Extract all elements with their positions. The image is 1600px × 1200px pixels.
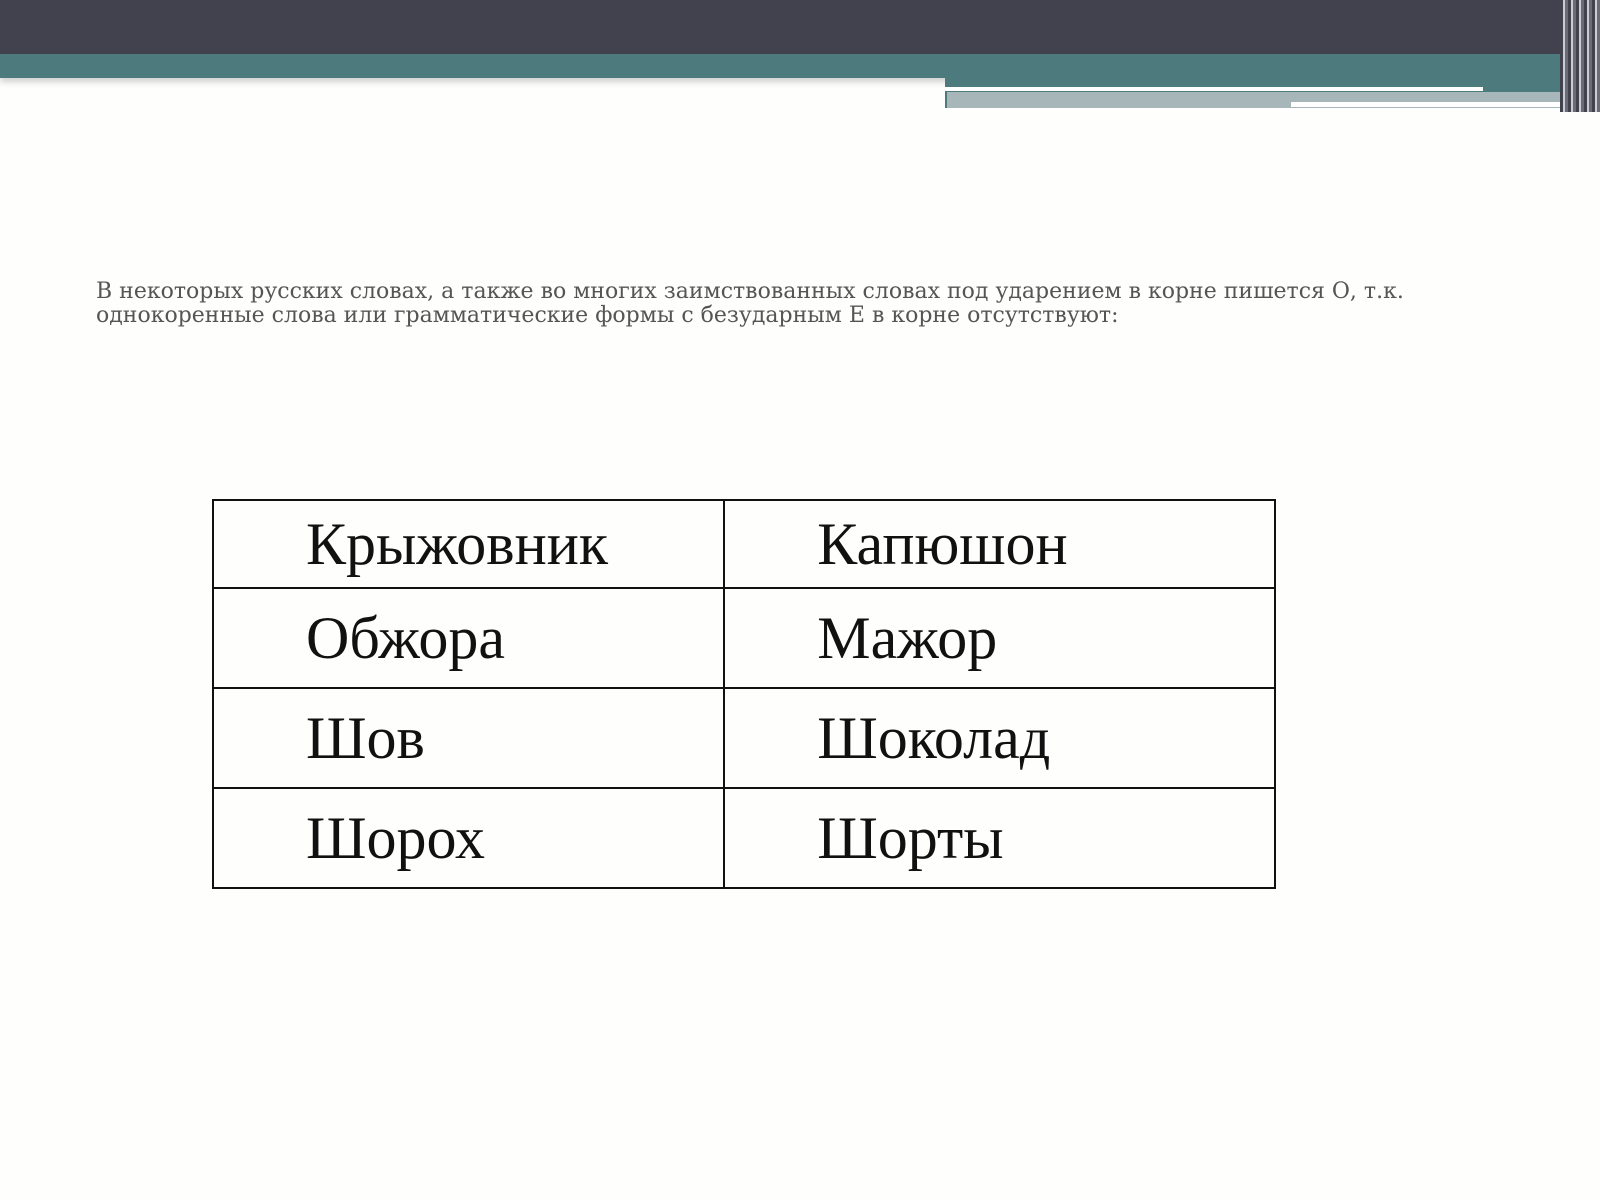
table-row	[213, 688, 1275, 788]
table-cell: Шорох	[213, 788, 724, 888]
table-row	[213, 788, 1275, 888]
intro-text: В некоторых русских словах, а также во многих заимствованных словах под ударением в корне пишется О, т.к. однокоренные слова или грамматические формы с безударным Е в корне отсутствуют:	[96, 279, 1404, 328]
table-cell: Обжора	[213, 588, 724, 688]
header-line-lower	[1291, 102, 1570, 107]
table-cell: Шоколад	[724, 688, 1275, 788]
table-cell: Капюшон	[724, 500, 1275, 588]
table-cell: Шов	[213, 688, 724, 788]
word-table	[212, 499, 1276, 889]
table-cell: Мажор	[724, 588, 1275, 688]
table-cell: Крыжовник	[213, 500, 724, 588]
table-row	[213, 588, 1275, 688]
table-cell: Шорты	[724, 788, 1275, 888]
table-row	[213, 500, 1275, 588]
header-bar-dark	[0, 0, 1600, 54]
header-line-upper	[945, 87, 1483, 91]
header-edge-stripes	[1560, 0, 1600, 112]
header-bar-teal	[0, 54, 1560, 78]
